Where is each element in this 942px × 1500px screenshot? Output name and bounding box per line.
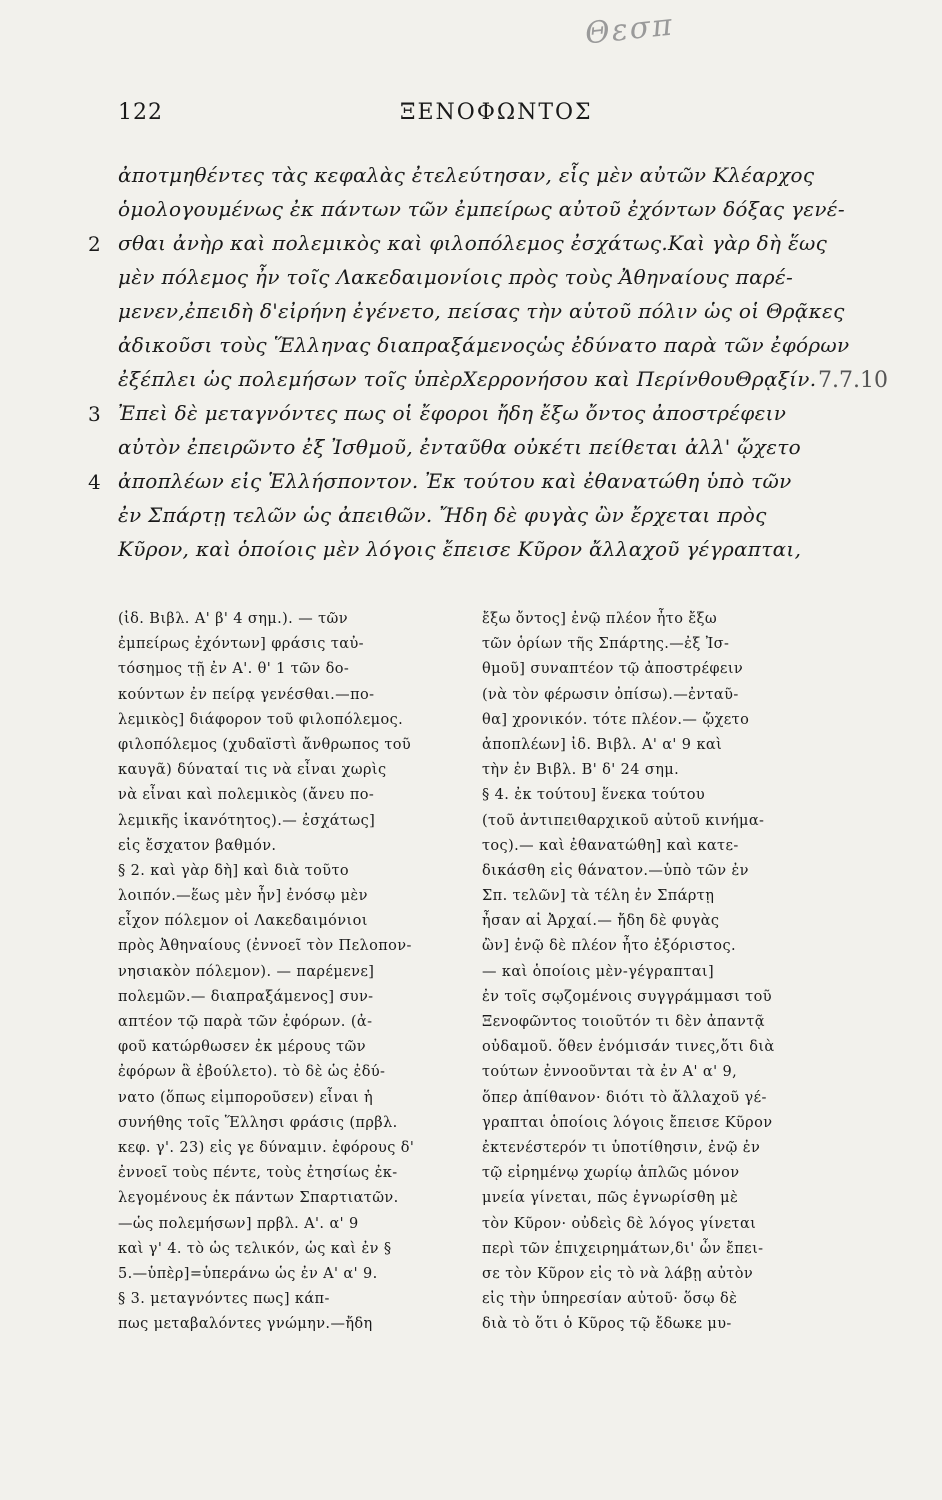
commentary-line: θμοῦ] συναπτέον τῷ ἀποστρέφειν <box>482 661 744 678</box>
text-line: αὐτὸν ἐπειρῶντο ἐξ Ἰσθμοῦ, ἐνταῦθα οὐκέτι πείθεται ἀλλ' ᾤχετο <box>118 435 801 459</box>
text-line: μενεν,ἐπειδὴ δ'εἰρήνη ἐγένετο, πείσας τὴν αὑτοῦ πόλιν ὡς οἱ Θρᾷκες <box>118 299 845 323</box>
commentary-line: κούντων ἐν πείρᾳ γενέσθαι.—πο- <box>118 686 375 703</box>
margin-note: 7.7.10 <box>818 368 888 393</box>
commentary-line: ἦσαν αἱ Ἀρχαί.— ἤδη δὲ φυγὰς <box>482 913 720 930</box>
commentary-line: ἐκτενέστερόν τι ὑποτίθησιν, ἐνῷ ἐν <box>482 1139 761 1156</box>
handwritten-note: Θεσπ <box>583 7 676 52</box>
section-number: 2 <box>88 232 101 256</box>
commentary-line: δικάσθη εἰς θάνατον.—ὑπὸ τῶν ἐν <box>482 862 749 879</box>
text-line: σθαι ἀνὴρ καὶ πολεμικὸς καὶ φιλοπόλεμος ἐσχάτως.Καὶ γὰρ δὴ ἕως <box>118 231 828 255</box>
commentary-left-column <box>118 607 470 1337</box>
commentary-line: λοιπόν.—ἕως μὲν ἦν] ἐνόσῳ μὲν <box>118 888 368 905</box>
text-line: ἐν Σπάρτῃ τελῶν ὡς ἀπειθῶν. Ἤδη δὲ φυγὰς ὢν ἔρχεται πρὸς <box>118 503 767 527</box>
commentary-line: (ἰδ. Βιβλ. Α' β' 4 σημ.). — τῶν <box>118 611 348 627</box>
text-line: Ἐπεὶ δὲ μεταγνόντες πως οἱ ἔφοροι ἤδη ἔξω ὄντος ἀποστρέφειν <box>118 401 787 425</box>
commentary-line: Ξενοφῶντος τοιοῦτόν τι δὲν ἀπαντᾷ <box>482 1014 765 1030</box>
commentary-line: μνεία γίνεται, πῶς ἐγνωρίσθη μὲ <box>482 1190 739 1207</box>
commentary-line: ἐν τοῖς σῳζομένοις συγγράμμασι τοῦ <box>482 988 772 1005</box>
section-number: 4 <box>88 470 101 494</box>
commentary-line: τὴν ἐν Βιβλ. Β' δ' 24 σημ. <box>482 762 680 779</box>
commentary-line: — καὶ ὁποίοις μὲν-γέγραπται] <box>482 963 715 980</box>
commentary-line: τούτων ἐννοοῦνται τὰ ἐν Α' α' 9, <box>482 1064 738 1081</box>
commentary-line: φοῦ κατώρθωσεν ἐκ μέρους τῶν <box>118 1039 366 1056</box>
commentary-line: πολεμῶν.— διαπραξάμενος] συν- <box>118 988 374 1005</box>
commentary-line: νατο (ὅπως εἰμποροῦσεν) εἶναι ἡ <box>118 1089 374 1106</box>
commentary-line: ἐννοεῖ τοὺς πέντε, τοὺς ἐτησίως ἐκ- <box>118 1165 398 1182</box>
commentary-line: διὰ τὸ ὅτι ὁ Κῦρος τῷ ἔδωκε μυ- <box>482 1316 732 1333</box>
text-line: μὲν πόλεμος ἦν τοῖς Λακεδαιμονίοις πρὸς τοὺς Ἀθηναίους παρέ- <box>118 265 794 289</box>
page-number: 122 <box>118 100 163 125</box>
commentary-line: συνήθης τοῖς Ἕλλησι φράσις (πρβλ. <box>118 1114 398 1131</box>
text-line: Κῦρον, καὶ ὁποίοις μὲν λόγοις ἔπεισε Κῦρον ἄλλαχοῦ γέγραπται, <box>118 537 802 561</box>
commentary-line: ὅπερ ἀπίθανον· διότι τὸ ἄλλαχοῦ γέ- <box>482 1089 767 1106</box>
commentary-line: φιλοπόλεμος (χυδαϊστὶ ἄνθρωπος τοῦ <box>118 736 412 753</box>
running-title: ΞΕΝΟΦΩΝΤΟΣ <box>400 100 593 125</box>
commentary-line: Σπ. τελῶν] τὰ τέλη ἐν Σπάρτῃ <box>482 888 715 905</box>
commentary-line: λεγομένους ἐκ πάντων Σπαρτιατῶν. <box>118 1190 399 1207</box>
text-line: ἐξέπλει ὡς πολεμήσων τοῖς ὑπὲρΧερρονήσου καὶ ΠερίνθουΘρᾳξίν. <box>118 367 817 391</box>
text-line: ὁμολογουμένως ἐκ πάντων τῶν ἐμπείρως αὐτοῦ ἐχόντων δόξας γενέ- <box>118 197 845 221</box>
commentary-line: εἰς ἔσχατον βαθμόν. <box>118 837 277 854</box>
commentary-line: καυγᾶ) δύναταί τις νὰ εἶναι χωρὶς <box>118 762 387 779</box>
commentary-line: τὸν Κῦρον· οὐδεὶς δὲ λόγος γίνεται <box>482 1215 757 1232</box>
commentary-line: λεμικὸς] διάφορον τοῦ φιλοπόλεμος. <box>118 711 404 728</box>
commentary-line: εἶχον πόλεμον οἱ Λακεδαιμόνιοι <box>118 913 368 930</box>
commentary-line: θα] χρονικόν. τότε πλέον.— ᾤχετο <box>482 711 750 728</box>
commentary-line: οὐδαμοῦ. ὅθεν ἐνόμισάν τινες,ὅτι διὰ <box>482 1039 775 1056</box>
commentary-line: ἐφόρων ἃ ἐβούλετο). τὸ δὲ ὡς ἐδύ- <box>118 1064 386 1081</box>
commentary-line: τος).— καὶ ἐθανατώθη] καὶ κατε- <box>482 837 739 854</box>
commentary-line: πρὸς Ἀθηναίους (ἐννοεῖ τὸν Πελοπον- <box>118 938 412 955</box>
commentary-line: πως μεταβαλόντες γνώμην.—ἤδη <box>118 1316 373 1333</box>
commentary-line: ἔξω ὄντος] ἐνῷ πλέον ἦτο ἔξω <box>482 611 718 627</box>
commentary-line: τόσημος τῇ ἐν Α'. θ' 1 τῶν δο- <box>118 661 350 678</box>
commentary-line: τῶν ὁρίων τῆς Σπάρτης.—ἐξ Ἰσ- <box>482 636 730 653</box>
commentary-line: 5.—ὑπὲρ]=ὑπεράνω ὡς ἐν Α' α' 9. <box>118 1265 378 1282</box>
commentary-line: ὢν] ἐνῷ δὲ πλέον ἦτο ἐξόριστος. <box>482 938 736 955</box>
commentary-line: —ὡς πολεμήσων] πρβλ. Α'. α' 9 <box>118 1215 359 1232</box>
commentary-line: καὶ γ' 4. τὸ ὡς τελικόν, ὡς καὶ ἐν § <box>118 1240 392 1257</box>
commentary-line: § 3. μεταγνόντες πως] κάπ- <box>118 1291 330 1308</box>
commentary-line: απτέον τῷ παρὰ τῶν ἐφόρων. (ἀ- <box>118 1014 373 1030</box>
commentary-line: ἐμπείρως ἐχόντων] φράσις ταὐ- <box>118 636 364 653</box>
text-line: ἀποπλέων εἰς Ἑλλήσποντον. Ἐκ τούτου καὶ ἐθανατώθη ὑπὸ τῶν <box>118 469 792 493</box>
commentary-right-column <box>482 607 834 1337</box>
commentary-line: ἀποπλέων] ἰδ. Βιβλ. Α' α' 9 καὶ <box>482 736 723 753</box>
commentary-line: νησιακὸν πόλεμον). — παρέμενε] <box>118 963 375 980</box>
commentary-line: § 4. ἐκ τούτου] ἕνεκα τούτου <box>482 787 706 804</box>
main-text <box>118 158 850 566</box>
text-line: ἀδικοῦσι τοὺς Ἕλληνας διαπραξάμενοςὡς ἐδύνατο παρὰ τῶν ἐφόρων <box>118 333 850 357</box>
commentary-line: εἰς τὴν ὑπηρεσίαν αὐτοῦ· ὅσῳ δὲ <box>482 1291 738 1308</box>
commentary-line: (νὰ τὸν φέρωσιν ὀπίσω).—ἐνταῦ- <box>482 686 739 703</box>
text-line: ἀποτμηθέντες τὰς κεφαλὰς ἐτελεύτησαν, εἷς μὲν αὐτῶν Κλέαρχος <box>118 163 815 187</box>
commentary-line: (τοῦ ἀντιπειθαρχικοῦ αὐτοῦ κινήμα- <box>482 812 765 829</box>
commentary-line: κεφ. γ'. 23) εἰς γε δύναμιν. ἐφόρους δ' <box>118 1139 415 1156</box>
commentary-line: σε τὸν Κῦρον εἰς τὸ νὰ λάβῃ αὐτὸν <box>482 1265 754 1282</box>
commentary-line: περὶ τῶν ἐπιχειρημάτων,δι' ὧν ἔπει- <box>482 1240 764 1257</box>
commentary-line: γραπται ὁποίοις λόγοις ἔπεισε Κῦρον <box>482 1114 773 1131</box>
commentary-line: νὰ εἶναι καὶ πολεμικὸς (ἄνευ πο- <box>118 787 375 804</box>
section-number: 3 <box>88 402 101 426</box>
commentary-line: τῷ εἰρημένῳ χωρίῳ ἁπλῶς μόνον <box>482 1165 740 1182</box>
commentary-line: λεμικῆς ἱκανότητος).— ἐσχάτως] <box>118 812 376 829</box>
commentary-line: § 2. καὶ γὰρ δὴ] καὶ διὰ τοῦτο <box>118 862 350 879</box>
